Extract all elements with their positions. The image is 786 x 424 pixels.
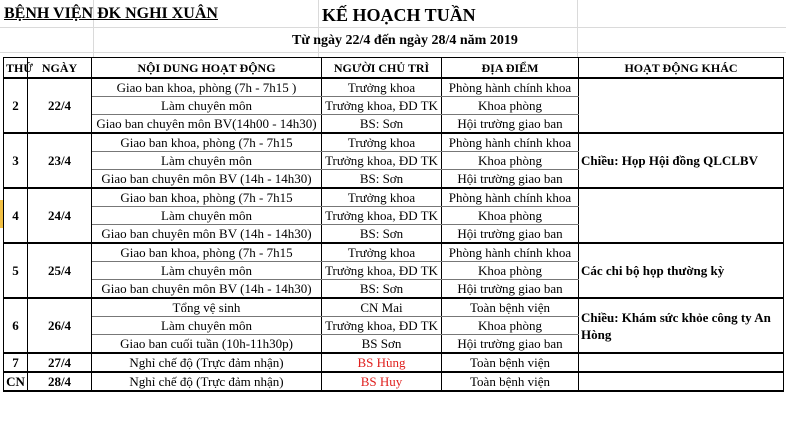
person-cell: Trưởng khoa, ĐD TK <box>322 317 442 335</box>
weekly-plan-table <box>3 57 784 392</box>
content-cell: Giao ban khoa, phòng (7h - 7h15 ) <box>92 78 322 97</box>
place-cell: Khoa phòng <box>442 152 579 170</box>
content-cell: Giao ban khoa, phòng (7h - 7h15 <box>92 188 322 207</box>
content-cell: Giao ban chuyên môn BV(14h00 - 14h30) <box>92 115 322 134</box>
content-cell: Giao ban chuyên môn BV (14h - 14h30) <box>92 225 322 244</box>
person-cell: BS: Sơn <box>322 170 442 189</box>
content-cell: Giao ban khoa, phòng (7h - 7h15 <box>92 133 322 152</box>
content-cell: Giao ban chuyên môn BV (14h - 14h30) <box>92 280 322 299</box>
table-row <box>4 133 784 152</box>
day-cell: CN <box>4 372 28 391</box>
content-cell: Làm chuyên môn <box>92 317 322 335</box>
day-cell: 6 <box>4 298 28 353</box>
date-cell: 23/4 <box>28 133 92 188</box>
col-header-thu: THỨ <box>4 58 28 79</box>
table-row <box>4 372 784 391</box>
person-cell: Trưởng khoa, ĐD TK <box>322 262 442 280</box>
other-activity-cell <box>579 372 784 391</box>
person-cell: Trưởng khoa, ĐD TK <box>322 207 442 225</box>
date-range: Từ ngày 22/4 đến ngày 28/4 năm 2019 <box>292 33 518 48</box>
place-cell: Phòng hành chính khoa <box>442 78 579 97</box>
content-cell: Làm chuyên môn <box>92 207 322 225</box>
content-cell: Làm chuyên môn <box>92 97 322 115</box>
content-cell: Làm chuyên môn <box>92 262 322 280</box>
col-header-content: NỘI DUNG HOẠT ĐỘNG <box>92 58 322 79</box>
date-cell: 26/4 <box>28 298 92 353</box>
content-cell: Nghỉ chế độ (Trực đảm nhận) <box>92 353 322 372</box>
other-activity-cell: Chiều: Khám sức khỏe công ty An Hòng <box>579 298 784 353</box>
content-cell: Giao ban cuối tuần (10h-11h30p) <box>92 335 322 354</box>
day-cell: 3 <box>4 133 28 188</box>
other-activity-cell: Các chi bộ họp thường kỳ <box>579 243 784 298</box>
plan-title: KẾ HOẠCH TUẦN <box>322 5 476 25</box>
place-cell: Khoa phòng <box>442 97 579 115</box>
table-row <box>4 78 784 97</box>
place-cell: Hội trường giao ban <box>442 335 579 354</box>
person-cell: BS Hùng <box>322 353 442 372</box>
place-cell: Hội trường giao ban <box>442 170 579 189</box>
hospital-name: BỆNH VIỆN ĐK NGHI XUÂN <box>4 5 218 22</box>
date-cell: 27/4 <box>28 353 92 372</box>
col-header-other: HOẠT ĐỘNG KHÁC <box>579 58 784 79</box>
place-cell: Hội trường giao ban <box>442 280 579 299</box>
content-cell: Giao ban khoa, phòng (7h - 7h15 <box>92 243 322 262</box>
other-activity-cell <box>579 188 784 243</box>
table-row <box>4 298 784 317</box>
table-row <box>4 188 784 207</box>
table-row <box>4 243 784 262</box>
person-cell: Trưởng khoa <box>322 243 442 262</box>
header-row <box>4 58 784 79</box>
place-cell: Toàn bệnh viện <box>442 372 579 391</box>
place-cell: Hội trường giao ban <box>442 225 579 244</box>
content-cell: Tổng vệ sinh <box>92 298 322 317</box>
day-cell: 4 <box>4 188 28 243</box>
day-cell: 7 <box>4 353 28 372</box>
other-activity-cell <box>579 353 784 372</box>
place-cell: Toàn bệnh viện <box>442 353 579 372</box>
person-cell: BS Huy <box>322 372 442 391</box>
place-cell: Phòng hành chính khoa <box>442 243 579 262</box>
day-cell: 2 <box>4 78 28 133</box>
day-cell: 5 <box>4 243 28 298</box>
content-cell: Nghỉ chế độ (Trực đảm nhận) <box>92 372 322 391</box>
date-cell: 25/4 <box>28 243 92 298</box>
person-cell: Trưởng khoa <box>322 78 442 97</box>
table-row <box>4 353 784 372</box>
content-cell: Làm chuyên môn <box>92 152 322 170</box>
place-cell: Phòng hành chính khoa <box>442 133 579 152</box>
person-cell: Trưởng khoa <box>322 188 442 207</box>
col-header-place: ĐỊA ĐIỂM <box>442 58 579 79</box>
col-header-person: NGƯỜI CHỦ TRÌ <box>322 58 442 79</box>
other-activity-cell: Chiều: Họp Hội đồng QLCLBV <box>579 133 784 188</box>
person-cell: CN Mai <box>322 298 442 317</box>
col-header-ngay: NGÀY <box>28 58 92 79</box>
person-cell: BS: Sơn <box>322 115 442 134</box>
person-cell: Trưởng khoa <box>322 133 442 152</box>
person-cell: Trưởng khoa, ĐD TK <box>322 152 442 170</box>
person-cell: BS: Sơn <box>322 280 442 299</box>
other-activity-cell <box>579 78 784 133</box>
place-cell: Khoa phòng <box>442 207 579 225</box>
person-cell: BS Sơn <box>322 335 442 354</box>
date-cell: 22/4 <box>28 78 92 133</box>
date-cell: 28/4 <box>28 372 92 391</box>
person-cell: BS: Sơn <box>322 225 442 244</box>
date-cell: 24/4 <box>28 188 92 243</box>
place-cell: Hội trường giao ban <box>442 115 579 134</box>
person-cell: Trưởng khoa, ĐD TK <box>322 97 442 115</box>
content-cell: Giao ban chuyên môn BV (14h - 14h30) <box>92 170 322 189</box>
place-cell: Khoa phòng <box>442 317 579 335</box>
place-cell: Phòng hành chính khoa <box>442 188 579 207</box>
place-cell: Khoa phòng <box>442 262 579 280</box>
place-cell: Toàn bệnh viện <box>442 298 579 317</box>
